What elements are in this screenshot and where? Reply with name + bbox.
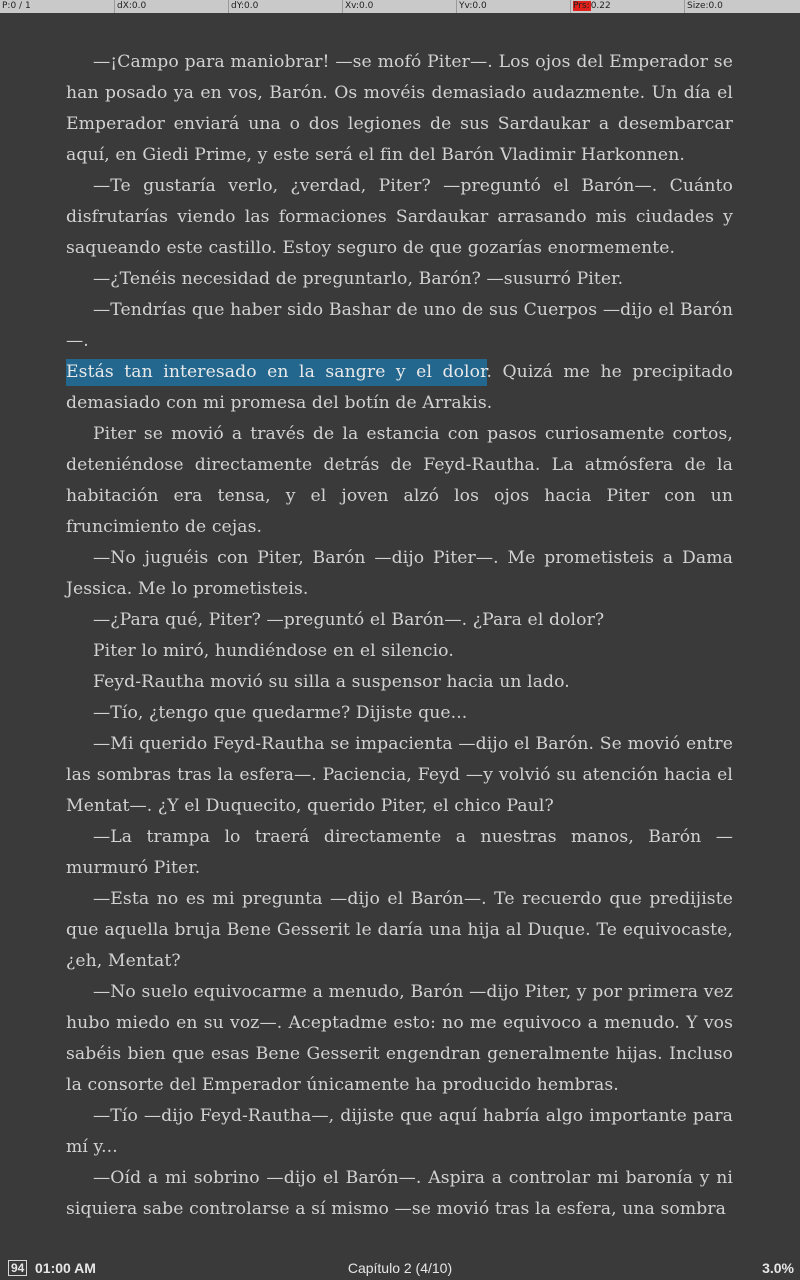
velocity-x-readout: Xv:0.0 <box>342 0 456 13</box>
paragraph[interactable]: —Tío, ¿tengo que quedarme? Dijiste que... <box>93 703 468 723</box>
reader-footer <box>0 1256 800 1280</box>
chapter-indicator[interactable]: Capítulo 2 (4/10) <box>347 1260 453 1276</box>
delta-x-readout: dX:0.0 <box>114 0 228 13</box>
paragraph[interactable]: —Mi querido Feyd-Rautha se impacienta —dijo el Barón. Se movió entre las sombras tras la esfera—. Paciencia, Feyd —y volvió su atención hacia el Mentat—. ¿Y el Duquecito, querido Piter, el chico Paul? <box>66 734 733 816</box>
velocity-y-readout: Yv:0.0 <box>456 0 570 13</box>
text-selection[interactable]: Estás tan interesado en la sangre y el dolor <box>66 359 487 386</box>
clock: 01:00 AM <box>35 1260 96 1276</box>
paragraph[interactable]: —¿Tenéis necesidad de preguntarlo, Barón? —susurró Piter. <box>93 269 624 289</box>
paragraph[interactable]: —Tío —dijo Feyd-Rautha—, dijiste que aquí habría algo importante para mí y... <box>66 1106 733 1157</box>
battery-level: 94 <box>8 1260 27 1276</box>
page-counter: P:0 / 1 <box>2 1 31 11</box>
delta-y-readout: dY:0.0 <box>228 0 342 13</box>
paragraph[interactable]: —Tendrías que haber sido Bashar de uno de sus Cuerpos —dijo el Barón—. <box>66 300 733 351</box>
paragraph[interactable]: —¡Campo para maniobrar! —se mofó Piter—. Los ojos del Emperador se han posado ya en vos, Barón. Os movéis demasiado audazmente. Un día el Emperador enviará una o dos legiones de sus Sardaukar a desembarcar aquí, en Giedi Prime, y este será el fin del Barón Vladimir Harkonnen. <box>66 52 733 165</box>
paragraph[interactable]: —No juguéis con Piter, Barón —dijo Piter—. Me prometisteis a Dama Jessica. Me lo prometisteis. <box>66 548 733 599</box>
paragraph[interactable]: —¿Para qué, Piter? —preguntó el Barón—. ¿Para el dolor? <box>93 610 605 630</box>
book-progress[interactable]: 3.0% <box>762 1260 794 1276</box>
touch-debug-bar <box>0 0 800 13</box>
paragraph[interactable]: —La trampa lo traerá directamente a nuestras manos, Barón —murmuró Piter. <box>66 827 733 878</box>
paragraph-with-selection[interactable] <box>66 357 733 419</box>
paragraph[interactable]: —Oíd a mi sobrino —dijo el Barón—. Aspira a controlar mi baronía y ni siquiera sabe controlarse a sí mismo —se movió tras la esfera, una sombra <box>66 1168 733 1219</box>
paragraph[interactable]: —Esta no es mi pregunta —dijo el Barón—. Te recuerdo que predijiste que aquella bruja Bene Gesserit le daría una hija al Duque. Te equivocaste, ¿eh, Mentat? <box>66 889 733 971</box>
paragraph[interactable]: —No suelo equivocarme a menudo, Barón —dijo Piter, y por primera vez hubo miedo en su voz—. Aceptadme esto: no me equivoco a menudo. Y vos sabéis bien que esas Bene Gesserit engendran generalmente hijas. Incluso la consorte del Emperador únicamente ha producido hembras. <box>66 982 733 1095</box>
pressure-label: Prs: <box>573 1 590 11</box>
paragraph-continuation[interactable]: . Quizá me he precipitado demasiado con mi promesa del botín de Arrakis. <box>66 362 733 413</box>
reader-page[interactable] <box>66 47 733 1219</box>
size-readout: Size:0.0 <box>684 0 800 13</box>
paragraph[interactable]: Feyd-Rautha movió su silla a suspensor hacia un lado. <box>93 672 570 692</box>
paragraph[interactable]: Piter se movió a través de la estancia con pasos curiosamente cortos, deteniéndose directamente detrás de Feyd-Rautha. La atmósfera de la habitación era tensa, y el joven alzó los ojos hacia Piter con un fruncimiento de cejas. <box>66 424 733 537</box>
paragraph[interactable]: —Te gustaría verlo, ¿verdad, Piter? —preguntó el Barón—. Cuánto disfrutarías viendo las formaciones Sardaukar arrasando mis ciudades y saqueando este castillo. Estoy seguro de que gozarías enormemente. <box>66 176 733 258</box>
paragraph[interactable]: Piter lo miró, hundiéndose en el silencio. <box>93 641 454 661</box>
pressure-readout <box>570 0 684 13</box>
pressure-value: 0.22 <box>590 1 611 11</box>
